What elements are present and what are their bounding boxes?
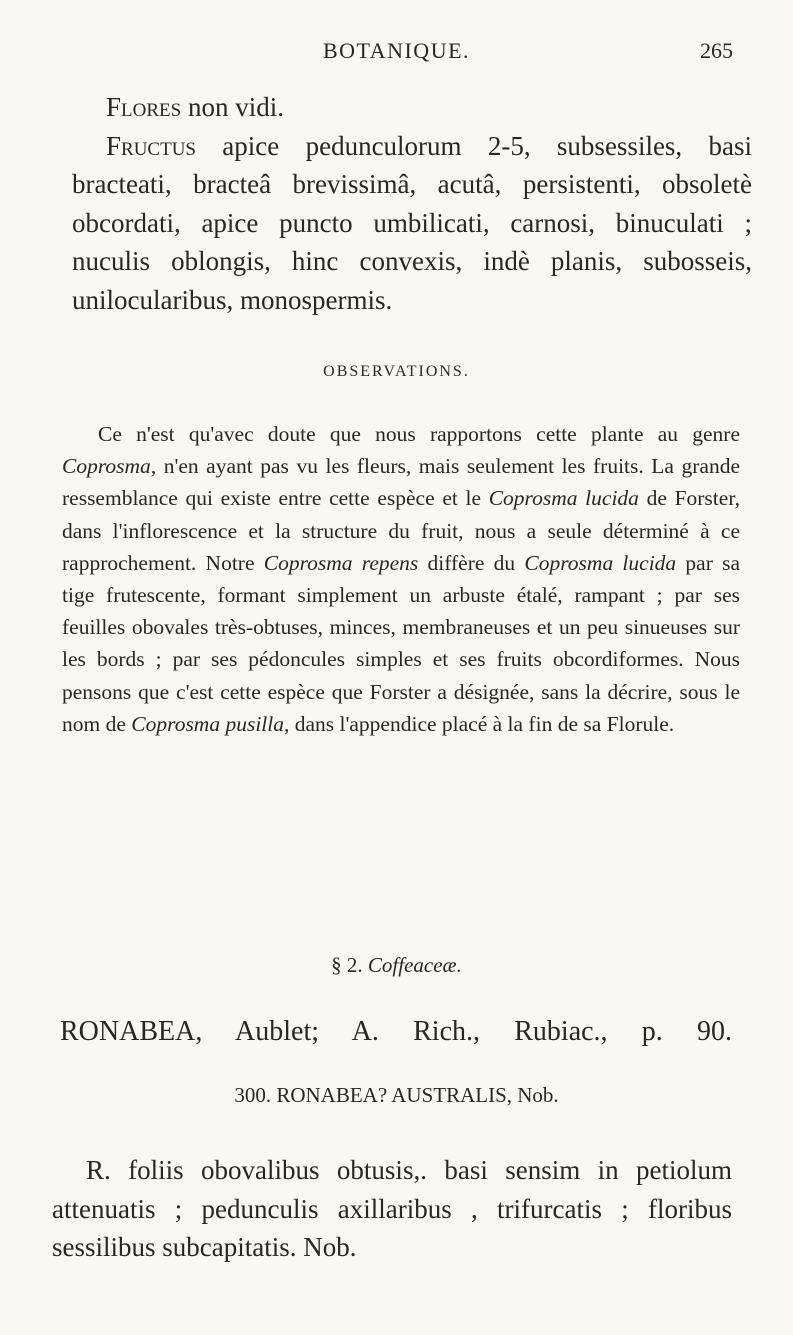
flores-text: non vidi. bbox=[181, 92, 284, 122]
section-name: Coffeaceæ. bbox=[367, 953, 462, 977]
diagnosis-paragraph: R. foliis obovalibus obtusis,. basi sensim in petiolum attenuatis ; pedunculis axillaribus , trifurcatis ; floribus sessilibus subcapitatis. Nob. bbox=[52, 1155, 732, 1262]
fructus-text: apice pedunculorum 2-5, subsessiles, basi bracteati, bracteâ brevissimâ, acutâ, persistenti, obsoletè obcordati, apice puncto umbilicati, carnosi, binuculati ; nuculis oblongis, hinc convexis, indè planis, subosseis, unilocularibus, monospermis. bbox=[72, 130, 752, 315]
obs-text-2: , n'en ayant pas vu les fleurs, mais seulement les fruits. La grande ressemblance qui existe entre cette espèce et le bbox=[62, 454, 740, 511]
flores-label: Flores bbox=[106, 92, 182, 122]
obs-coprosma-repens: Coprosma repens bbox=[263, 550, 419, 575]
fructus-label: Fructus bbox=[106, 130, 196, 161]
obs-coprosma-lucida-2: Coprosma lucida bbox=[524, 550, 677, 575]
running-header: BOTANIQUE. bbox=[322, 38, 471, 63]
section-prefix: § 2. bbox=[331, 953, 368, 977]
page-number: 265 bbox=[700, 38, 733, 63]
obs-text-6: , dans l'appendice placé à la fin de sa Florule. bbox=[284, 711, 675, 736]
genus-heading: RONABEA, Aublet; A. Rich., Rubiac., p. 90. bbox=[60, 1016, 732, 1047]
observations-heading: OBSERVATIONS. bbox=[323, 363, 470, 380]
species-diagnosis bbox=[52, 1151, 732, 1267]
species-heading: 300. RONABEA? AUSTRALIS, Nob. bbox=[234, 1083, 559, 1107]
obs-text-3: de Forster, dans l'inflorescence et la structure du fruit, nous a seule déterminé à ce rapprochement. Notre bbox=[62, 486, 740, 575]
flores-paragraph bbox=[72, 88, 752, 127]
latin-description bbox=[72, 88, 752, 319]
section-heading bbox=[0, 953, 793, 978]
obs-coprosma-pusilla: Coprosma pusilla bbox=[131, 711, 284, 736]
fructus-paragraph bbox=[72, 127, 752, 320]
obs-coprosma-lucida: Coprosma lucida bbox=[488, 486, 639, 511]
obs-text-5: par sa tige frutescente, formant simplement un arbuste étalé, rampant ; par ses feuilles obovales très-obtuses, minces, membraneuses et un peu sinueuses sur les bords ; par ses pédoncules simples et ses fruits obcordiformes. Nous pensons que c'est cette espèce que Forster a désignée, sans la décrire, sous le nom de bbox=[62, 550, 740, 736]
observations-body bbox=[62, 418, 740, 740]
obs-text-4: diffère du bbox=[418, 550, 525, 575]
obs-genus-coprosma: Coprosma bbox=[62, 454, 151, 479]
obs-text-1: Ce n'est qu'avec doute que nous rapportons cette plante au genre bbox=[98, 422, 740, 446]
observations-paragraph bbox=[62, 418, 740, 740]
